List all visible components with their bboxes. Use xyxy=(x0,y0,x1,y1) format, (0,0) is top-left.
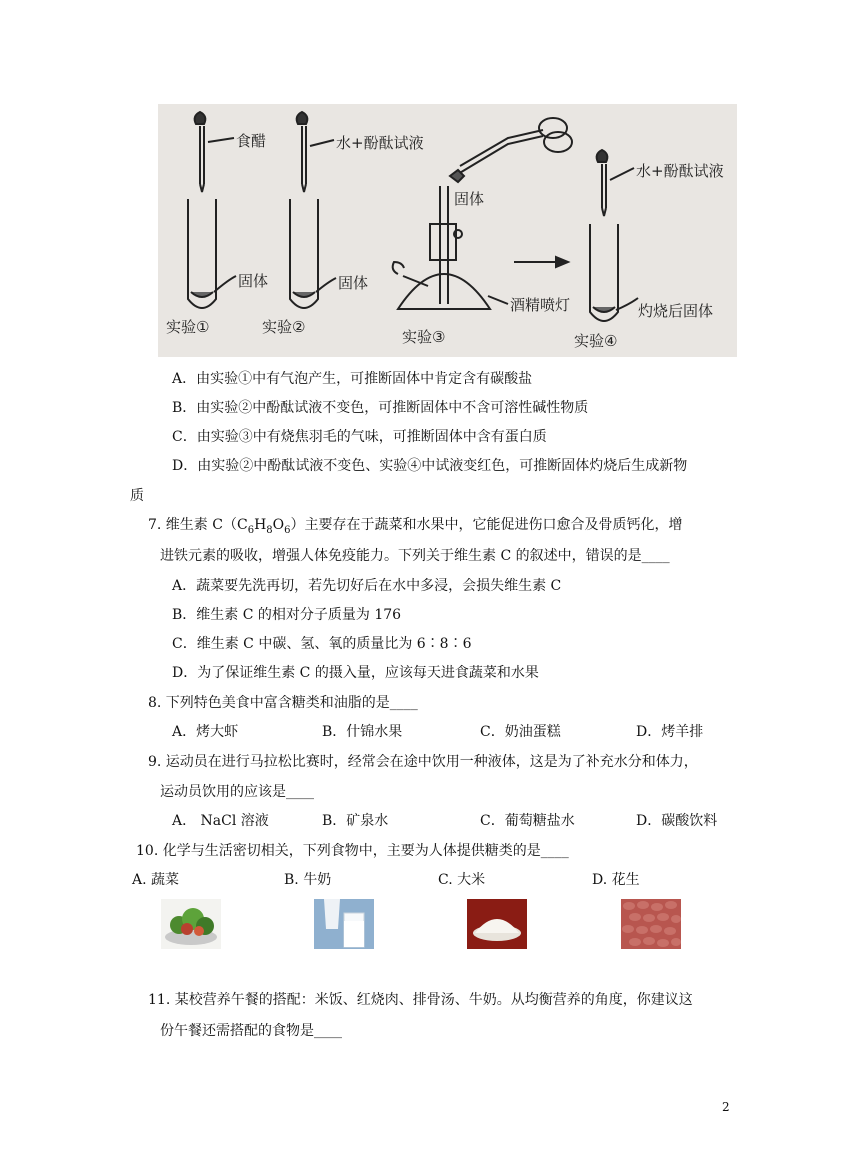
label-solid-2: 固体 xyxy=(338,274,369,292)
q10-stem: 10. 化学与生活密切相关，下列食物中，主要为人体提供糖类的是____ xyxy=(136,843,569,859)
q7-o: O xyxy=(272,517,285,533)
peanuts-image xyxy=(621,899,681,949)
q7-stem-pre: 7. 维生素 C（C xyxy=(148,517,248,533)
label-vinegar: 食醋 xyxy=(236,132,267,150)
label-water-phenolphthalein-4: 水+酚酞试液 xyxy=(636,162,724,180)
q7-option-d: D．为了保证维生素 C 的摄入量，应该每天进食蔬菜和水果 xyxy=(172,665,539,681)
label-experiment-4: 实验④ xyxy=(574,332,618,350)
milk-image xyxy=(314,899,374,949)
q7-stem-line2: 进铁元素的吸收，增强人体免疫能力。下列关于维生素 C 的叙述中，错误的是____ xyxy=(160,548,670,564)
experiment-1-apparatus xyxy=(188,112,236,308)
q8-option-d: D．烤羊排 xyxy=(636,724,704,740)
arrow-icon xyxy=(514,257,568,267)
q6-option-d-line1: D．由实验②中酚酞试液不变色、实验④中试液变红色，可推断固体灼烧后生成新物 xyxy=(172,458,688,474)
label-burnt-solid: 灼烧后固体 xyxy=(638,302,714,320)
vegetable-salad-image xyxy=(161,899,221,949)
rice-image xyxy=(467,899,527,949)
q8-option-a: A．烤大虾 xyxy=(172,724,239,740)
q8-option-c: C．奶油蛋糕 xyxy=(480,724,561,740)
q10-option-a: A. 蔬菜 xyxy=(132,872,180,888)
experiment-figure xyxy=(158,104,737,357)
q10-option-d: D. 花生 xyxy=(592,872,640,888)
label-solid-3: 固体 xyxy=(454,190,485,208)
page-number: 2 xyxy=(722,1100,730,1114)
label-experiment-1: 实验① xyxy=(166,318,210,336)
label-water-phenolphthalein-2: 水+酚酞试液 xyxy=(336,134,424,152)
q7-h: H xyxy=(254,517,267,533)
q6-option-d-line2: 质 xyxy=(130,488,144,504)
q10-option-c: C. 大米 xyxy=(438,872,486,888)
q7-option-a: A．蔬菜要先洗再切，若先切好后在水中多浸，会损失维生素 C xyxy=(172,578,562,594)
q9-stem-line2: 运动员饮用的应该是____ xyxy=(160,784,314,800)
q7-sub-c: 6 xyxy=(247,524,255,536)
experiment-2-apparatus xyxy=(290,112,336,308)
q7-option-b: B．维生素 C 的相对分子质量为 176 xyxy=(172,607,402,623)
experiment-4-apparatus xyxy=(590,150,638,321)
q9-stem-line1: 9. 运动员在进行马拉松比赛时，经常会在途中饮用一种液体，这是为了补充水分和体力， xyxy=(148,754,698,770)
q7-stem-post: ）主要存在于蔬菜和水果中，它能促进伤口愈合及骨质钙化，增 xyxy=(290,517,683,533)
q7-stem-line1 xyxy=(148,515,683,541)
q11-stem-line1: 11. 某校营养午餐的搭配：米饭、红烧肉、排骨汤、牛奶。从均衡营养的角度，你建议这 xyxy=(148,992,693,1008)
q6-option-c: C．由实验③中有烧焦羽毛的气味，可推断固体中含有蛋白质 xyxy=(172,429,547,445)
label-experiment-2: 实验② xyxy=(262,318,306,336)
label-alcohol-burner: 酒精喷灯 xyxy=(510,296,571,314)
label-solid-1: 固体 xyxy=(238,272,269,290)
q8-stem: 8. 下列特色美食中富含糖类和油脂的是____ xyxy=(148,695,418,711)
q7-option-c: C．维生素 C 中碳、氢、氧的质量比为 6∶8∶6 xyxy=(172,636,472,652)
q9-option-d: D．碳酸饮料 xyxy=(636,813,718,829)
q6-option-b: B．由实验②中酚酞试液不变色，可推断固体中不含可溶性碱性物质 xyxy=(172,400,589,416)
q7-sub-h: 8 xyxy=(266,524,273,536)
q11-stem-line2: 份午餐还需搭配的食物是____ xyxy=(160,1023,342,1039)
q9-option-b: B．矿泉水 xyxy=(322,813,389,829)
q9-option-a: A． NaCl 溶液 xyxy=(172,813,269,829)
label-experiment-3: 实验③ xyxy=(402,328,446,346)
q6-option-a: A．由实验①中有气泡产生，可推断固体中肯定含有碳酸盐 xyxy=(172,371,533,387)
q10-option-b: B. 牛奶 xyxy=(284,872,332,888)
q8-option-b: B．什锦水果 xyxy=(322,724,403,740)
q7-sub-o: 6 xyxy=(284,524,291,536)
experiment-diagram xyxy=(158,104,737,357)
q9-option-c: C．葡萄糖盐水 xyxy=(480,813,575,829)
